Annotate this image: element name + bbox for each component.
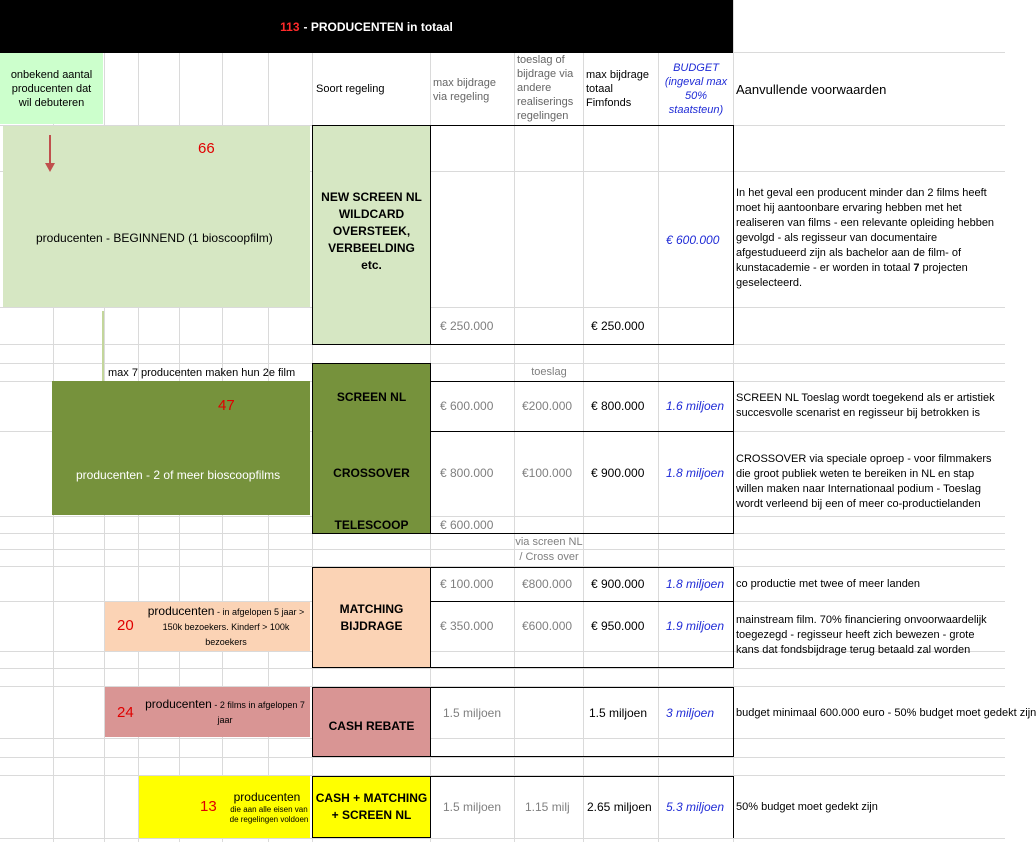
cashrebate-budget: 3 miljoen bbox=[666, 706, 715, 720]
cashmatching-row-border bbox=[430, 776, 734, 777]
unknown-producers-note: onbekend aantal producenten dat wil debuteren bbox=[0, 53, 103, 124]
cashrebate-max-totaal: 1.5 miljoen bbox=[589, 706, 648, 720]
group-afgelopen-count: 20 bbox=[117, 617, 134, 634]
matching-budget-col-line bbox=[733, 567, 734, 668]
header-toeslag: toeslag of bijdrage via andere realiserings regelingen bbox=[517, 54, 574, 122]
telescoop-max-regeling: € 600.000 bbox=[440, 518, 494, 532]
label-toeslag: toeslag bbox=[531, 366, 567, 378]
group-meer-count: 47 bbox=[218, 397, 235, 414]
crossover-budget: 1.8 miljoen bbox=[666, 466, 725, 480]
cashmatching-max-regeling: 1.5 miljoen bbox=[443, 800, 502, 814]
group-alle-sub: die aan alle eisen van de regelingen voldoen bbox=[229, 805, 309, 824]
matching1-max-totaal: € 900.000 bbox=[591, 577, 645, 591]
regeling-newscreen: NEW SCREEN NL WILDCARD OVERSTEEK, VERBEELDING etc. bbox=[312, 125, 431, 345]
cashrebate-budget-col-line bbox=[733, 687, 734, 757]
group-beginnend-label: producenten - BEGINNEND (1 bioscoopfilm) bbox=[36, 231, 273, 245]
newscreen-budget: € 600.000 bbox=[666, 233, 720, 247]
telescoop-row-border bbox=[430, 533, 734, 534]
cashmatching-max-totaal: 2.65 miljoen bbox=[587, 800, 652, 814]
matching2-budget: 1.9 miljoen bbox=[666, 619, 725, 633]
crossover-toeslag: €100.000 bbox=[522, 466, 573, 480]
group-twee-films-count: 24 bbox=[117, 704, 134, 721]
crossover-row-border bbox=[430, 431, 734, 432]
cashmatching-toeslag: 1.15 milj bbox=[525, 800, 570, 814]
matching-row1-border bbox=[430, 567, 734, 568]
budget-col-line bbox=[733, 381, 734, 533]
header-max-totaal: max bijdrage totaal Fimfonds bbox=[586, 69, 649, 109]
cashrebate-conditions: budget minimaal 600.000 euro - 50% budget moet gedekt zijn bbox=[736, 707, 1036, 719]
regeling-telescoop: TELESCOOP bbox=[334, 518, 409, 532]
matching1-conditions: co productie met twee of meer landen bbox=[736, 578, 921, 590]
regeling-cashrebate: CASH REBATE bbox=[312, 687, 431, 757]
regeling-screen: SCREEN NL bbox=[336, 390, 407, 404]
arrow-down-icon bbox=[44, 135, 56, 173]
cashmatching-conditions: 50% budget moet gedekt zijn bbox=[736, 801, 878, 813]
regeling-screen-group bbox=[312, 363, 431, 534]
header-soort: Soort regeling bbox=[316, 83, 385, 95]
matching2-toeslag: €600.000 bbox=[522, 619, 573, 633]
matching2-max-totaal: € 950.000 bbox=[591, 619, 645, 633]
note-2e-film: max 7 producenten maken hun 2e film bbox=[108, 367, 296, 379]
regeling-matching: MATCHING BIJDRAGE bbox=[312, 567, 431, 668]
group-alle-label: producenten bbox=[233, 790, 301, 804]
cashmatching-budget: 5.3 miljoen bbox=[666, 800, 725, 814]
screen-budget: 1.6 miljoen bbox=[666, 399, 725, 413]
title-count: 113 bbox=[280, 19, 300, 34]
group-meer bbox=[52, 381, 310, 515]
screen-max-regeling: € 600.000 bbox=[440, 399, 494, 413]
newscreen-max-regeling: € 250.000 bbox=[440, 319, 494, 333]
header-voorwaarden: Aanvullende voorwaarden bbox=[736, 82, 887, 97]
newscreen-max-totaal: € 250.000 bbox=[591, 319, 645, 333]
crossover-max-regeling: € 800.000 bbox=[440, 466, 494, 480]
cashrebate-max-regeling: 1.5 miljoen bbox=[443, 706, 502, 720]
regeling-cashmatching: CASH + MATCHING + SCREEN NL bbox=[312, 776, 431, 838]
matching1-budget: 1.8 miljoen bbox=[666, 577, 725, 591]
matching-row3-border bbox=[430, 667, 734, 668]
title-text: - PRODUCENTEN in totaal bbox=[303, 19, 453, 34]
crossover-conditions: CROSSOVER via speciale oproep - voor filmmakers die groot publiek weten te bereiken in NL en stap willen maken naar Internationaal podium - Toeslag wordt verleend bij een of meer co-productielanden bbox=[736, 453, 992, 510]
group-meer-label: producenten - 2 of meer bioscoopfilms bbox=[76, 468, 281, 482]
matching2-conditions: mainstream film. 70% financiering onvoorwaardelijk toegezegd - regisseur heeft zich bewezen - grote kans dat fondsbijdrage terug betaald zal worden bbox=[736, 614, 987, 656]
newscreen-budget-border bbox=[733, 125, 734, 345]
title-bar bbox=[0, 0, 733, 53]
newscreen-conditions: In het geval een producent minder dan 2 films heeft moet hij aantoonbare ervaring hebben met het realiseren van films - een relevante opleiding hebben gevolgd - als regisseur van documentaire afgestudueerd zijn als bachelor aan de film- of kunstacademie - er worden in totaal 7 projecten geselecteerd. bbox=[736, 187, 995, 289]
matching2-max-regeling: € 350.000 bbox=[440, 619, 494, 633]
group-afgelopen-label: producenten - in afgelopen 5 jaar > 150k bezoekers. Kinderf > 100k bezoekers bbox=[147, 604, 305, 647]
regeling-crossover: CROSSOVER bbox=[333, 466, 410, 480]
matching-row2-border bbox=[430, 601, 734, 602]
matching1-toeslag: €800.000 bbox=[522, 577, 573, 591]
screen-conditions: SCREEN NL Toeslag wordt toegekend als er artistiek succesvolle scenarist en regisseur bij betrokken is bbox=[736, 392, 995, 419]
header-budget: BUDGET (ingeval max 50% staatsteun) bbox=[664, 62, 728, 116]
matching1-max-regeling: € 100.000 bbox=[440, 577, 494, 591]
cashrebate-row-border bbox=[430, 687, 734, 757]
label-via-screen: via screen NL / Cross over bbox=[515, 536, 583, 563]
screen-max-totaal: € 800.000 bbox=[591, 399, 645, 413]
screen-row-border bbox=[430, 381, 734, 382]
group-twee-films-label: producenten - 2 films in afgelopen 7 jaar bbox=[145, 697, 305, 725]
group-beginnend-count: 66 bbox=[198, 140, 215, 157]
header-max-regeling: max bijdrage via regeling bbox=[433, 77, 496, 103]
crossover-max-totaal: € 900.000 bbox=[591, 466, 645, 480]
cashmatching-budget-col-line bbox=[733, 776, 734, 838]
screen-toeslag: €200.000 bbox=[522, 399, 573, 413]
group-alle-count: 13 bbox=[200, 798, 217, 815]
